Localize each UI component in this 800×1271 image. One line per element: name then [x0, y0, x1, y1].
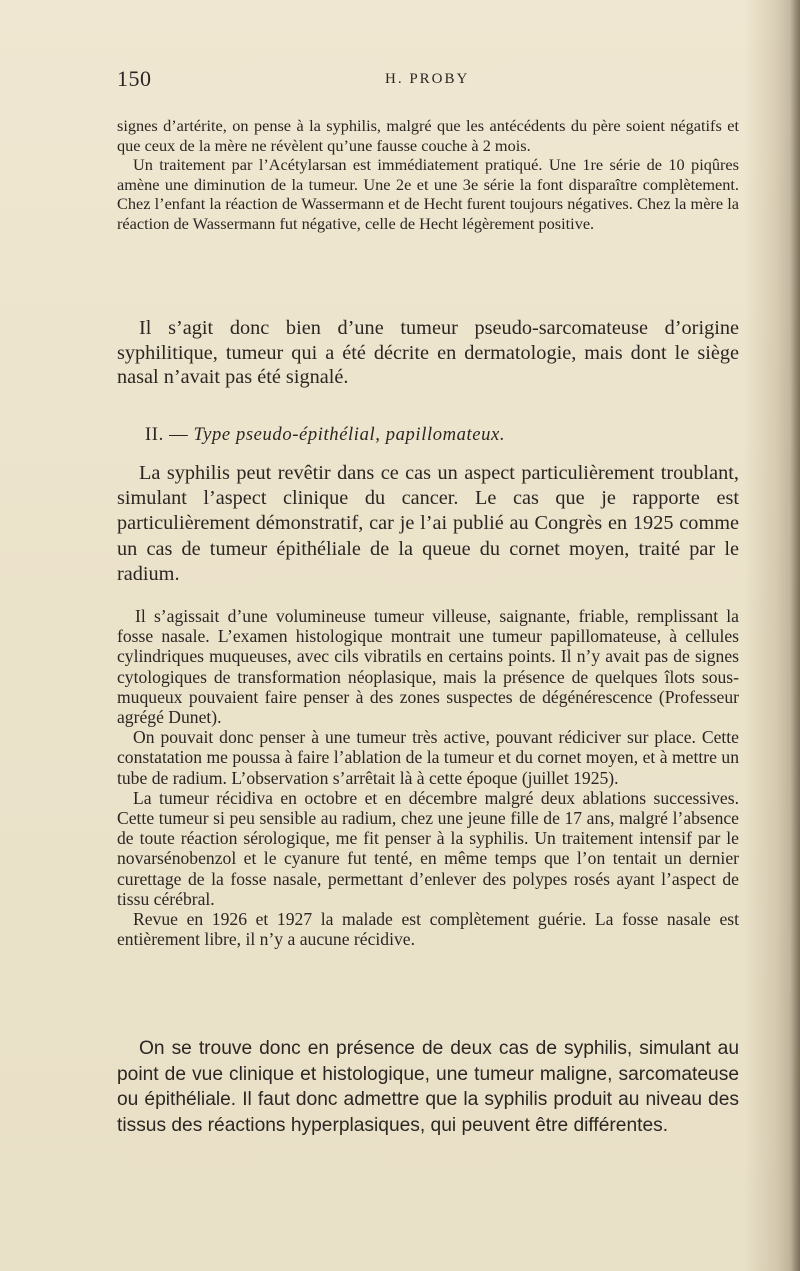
type-2-intro — [117, 461, 739, 587]
paragraph-3: Il s’agit donc bien d’une tumeur pseudo-sarcomateuse d’origine syphilitique, tumeur qui a été décrite en dermatologie, mais dont le siège nasal n’avait pas été signalé. — [117, 317, 739, 389]
case-observation-top — [117, 116, 739, 234]
paragraph-1: signes d’artérite, on pense à la syphilis, malgré que les antécédents du père soient négatifs et que ceux de la mère ne révèlent qu’une fausse couche à 2 mois. — [117, 116, 739, 155]
paragraph-2: Un traitement par l’Acétylarsan est immédiatement pratiqué. Une 1re série de 10 piqûres amène une diminution de la tumeur. Une 2e et une 3e série la font disparaître complètement. Chez l’enfant la réaction de Wassermann et de Hecht furent toujours négatives. Chez la mère la réaction de Wassermann fut négative, celle de Hecht légèrement positive. — [117, 155, 739, 233]
section-heading — [145, 424, 505, 446]
case-observation-bottom — [117, 606, 739, 949]
page-header — [117, 66, 737, 96]
paragraph-8: Revue en 1926 et 1927 la malade est complètement guérie. La fosse nasale est entièrement libre, il n’y a aucune récidive. — [117, 909, 739, 950]
page-number: 150 — [117, 66, 152, 91]
paragraph-5: Il s’agissait d’une volumineuse tumeur villeuse, saignante, friable, remplissant la fosse nasale. L’examen histologique montrait une tumeur papillomateuse, à cellules cylindriques muqueuses, avec cils vibratils en certains points. Il n’y avait pas de signes cytologiques de transformation néoplasique, mais la présence de quelques îlots sous-muqueux pouvaient faire penser à des zones suspectes de dégénérescence (Professeur agrégé Dunet). — [117, 606, 739, 728]
paragraph-6: On pouvait donc penser à une tumeur très active, pouvant rédiciver sur place. Cette constatation me poussa à faire l’ablation de la tumeur et du cornet moyen, et à mettre un tube de radium. L’observation s’arrêtait là à cette époque (juillet 1925). — [117, 727, 739, 788]
paragraph-4: La syphilis peut revêtir dans ce cas un aspect particulièrement troublant, simulant l’aspect clinique du cancer. Le cas que je rapporte est particulièrement démonstratif, car je l’ai publié au Congrès en 1925 comme un cas de tumeur épithéliale de la queue du cornet moyen, traité par le radium. — [117, 462, 739, 585]
conclusion-type-1 — [117, 316, 739, 390]
section-title: Type pseudo-épithélial, papillomateux. — [193, 424, 506, 445]
final-conclusion — [117, 1036, 739, 1138]
paragraph-9: On se trouve donc en présence de deux cas de syphilis, simulant au point de vue clinique et histologique, une tumeur maligne, sarcomateuse ou épithéliale. Il faut donc admettre que la syphilis produit au niveau des tissus des réactions hyperplasiques, qui peuvent être différentes. — [117, 1038, 739, 1136]
running-head: H. PROBY — [385, 71, 470, 87]
section-number: II. — — [145, 424, 189, 445]
paragraph-7: La tumeur récidiva en octobre et en décembre malgré deux ablations successives. Cette tumeur si peu sensible au radium, chez une jeune fille de 17 ans, malgré l’absence de toute réaction sérologique, me fit penser à la syphilis. Un traitement intensif par le novarsénobenzol et le cyanure fut tenté, en même temps que l’on tentait un dernier curettage de la fosse nasale, permettant d’enlever des polypes rosés ayant l’aspect de tissu cérébral. — [117, 787, 739, 909]
page-fold-shadow — [790, 0, 800, 1271]
